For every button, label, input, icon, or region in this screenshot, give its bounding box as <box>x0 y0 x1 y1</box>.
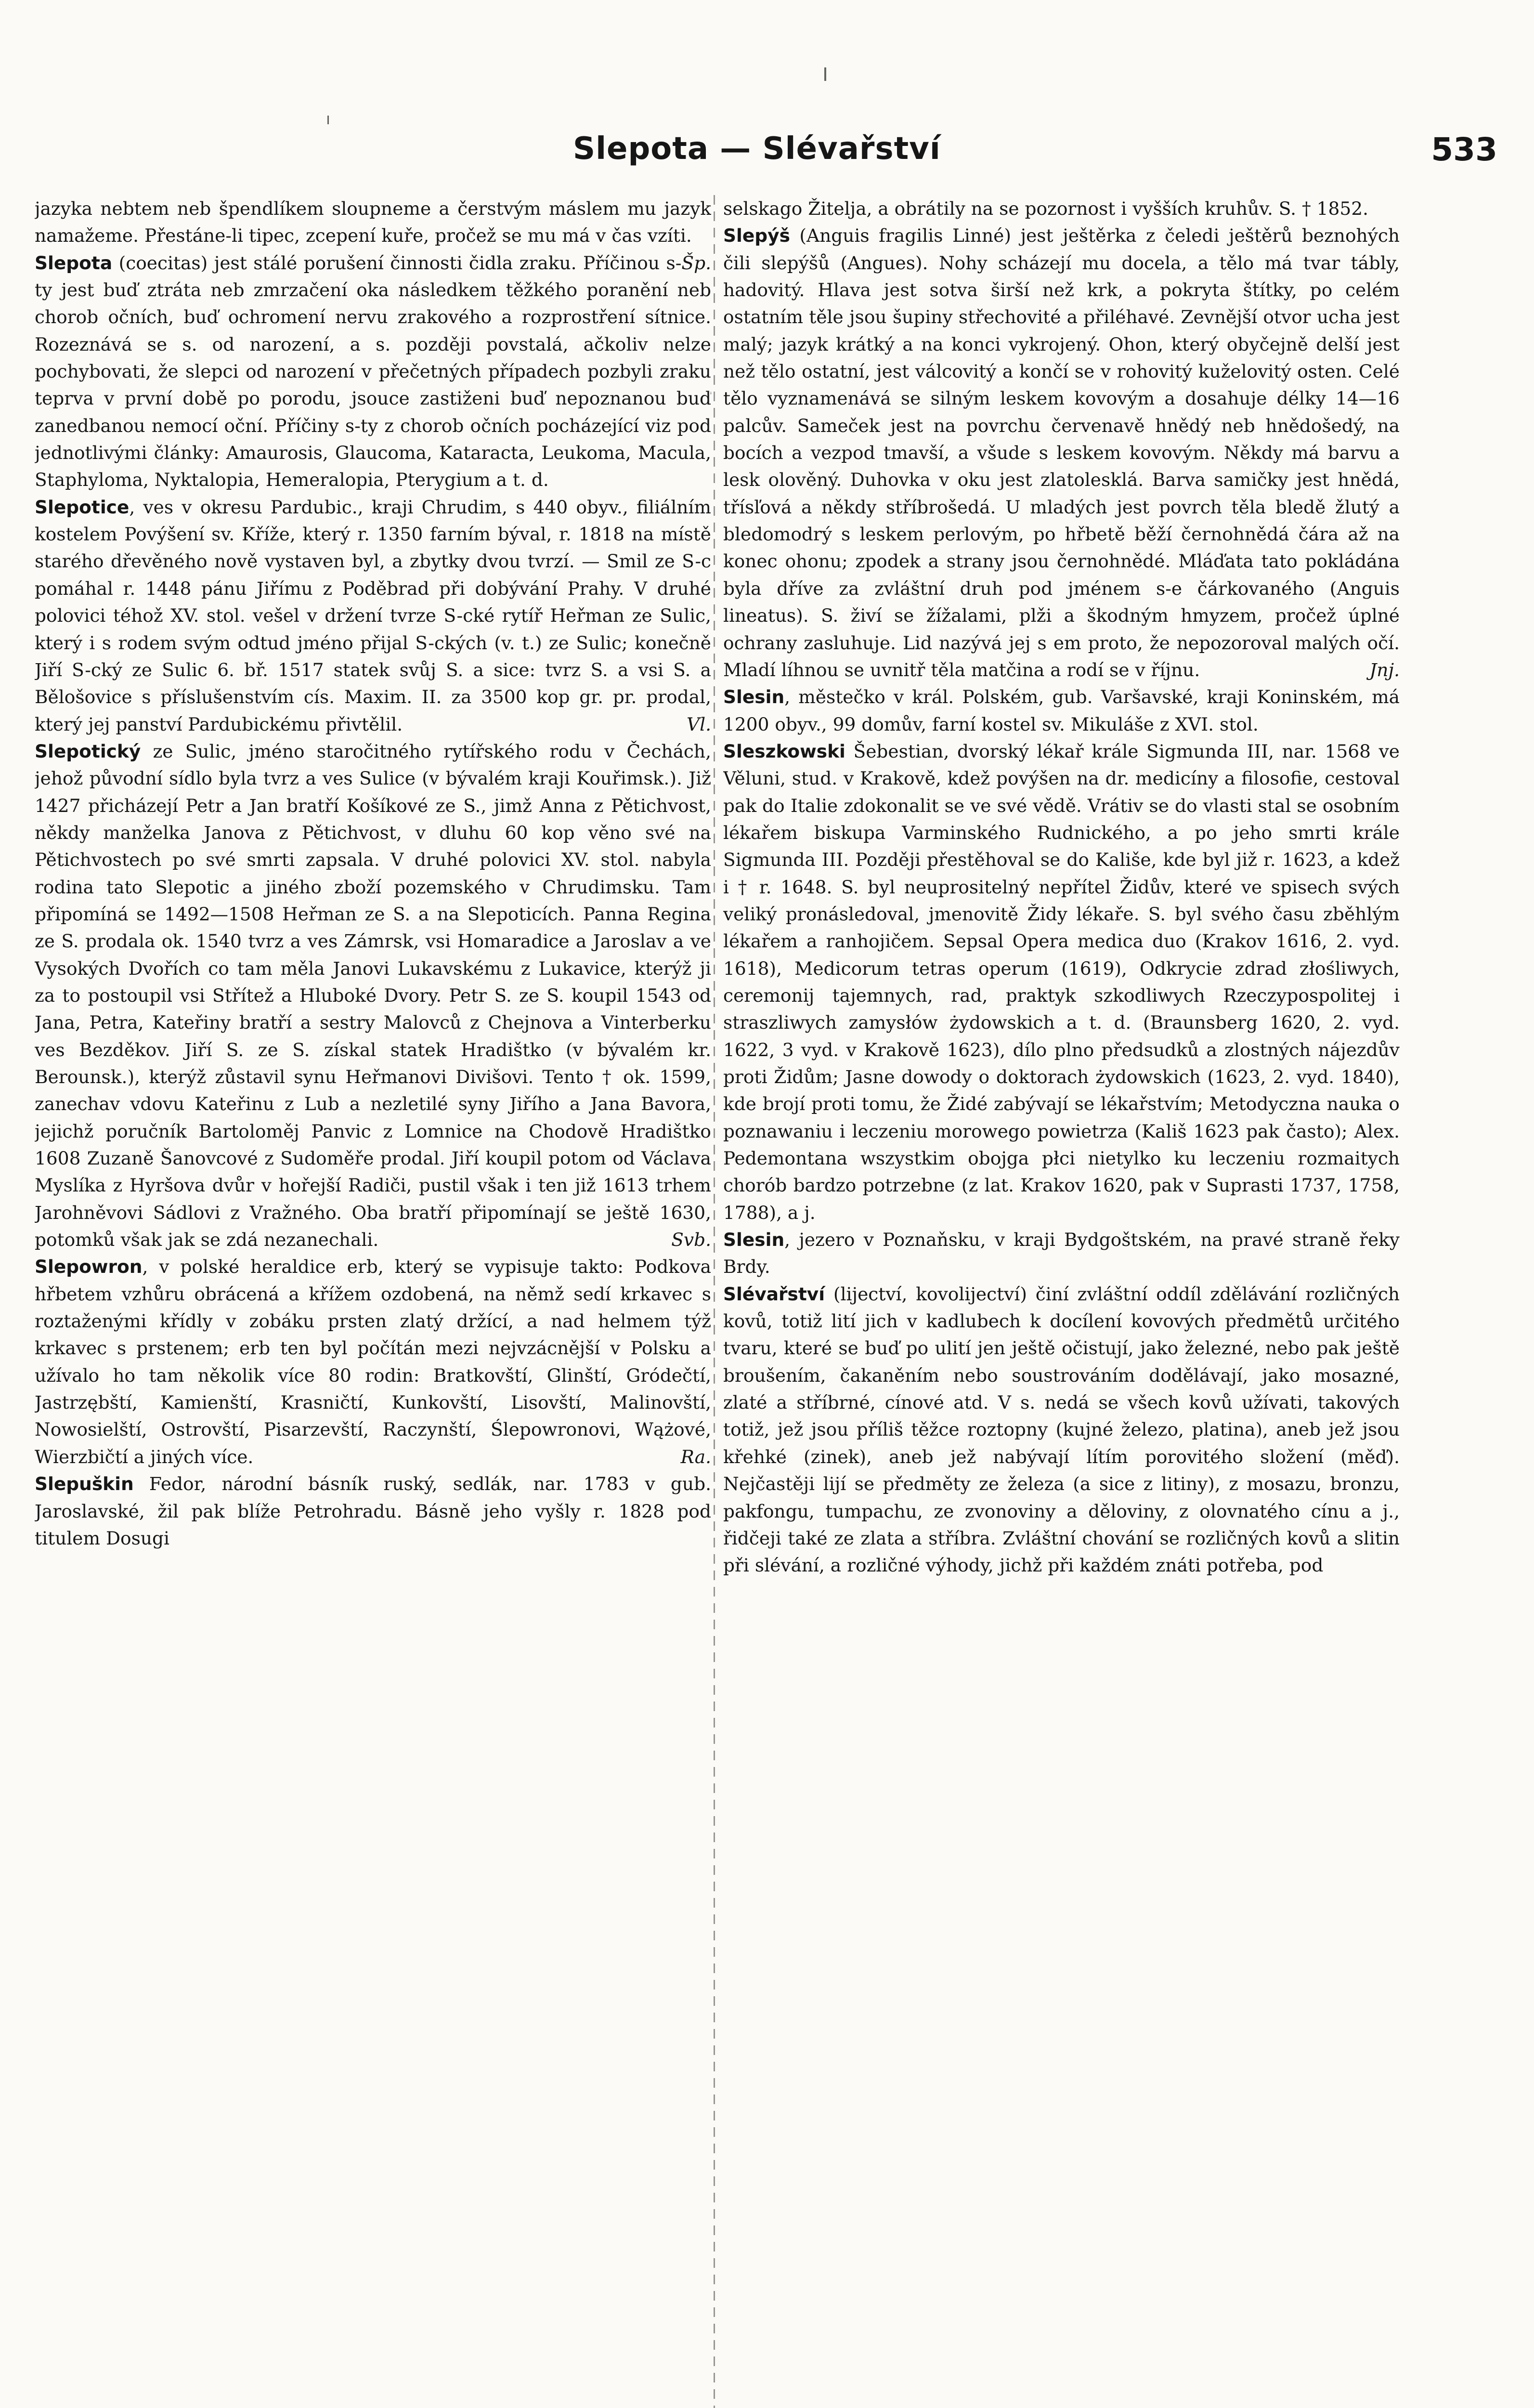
entry-text: , jezero v Poznaňsku, v kraji Bydgoštském, na pravé straně řeky Brdy. <box>723 1229 1400 1278</box>
entry-text: selskago Žitelja, a obrátily na se pozornost i vyšších kruhův. S. † 1852. <box>723 198 1369 219</box>
entry-text: (lijectví, kovolijectví) činí zvláštní oddíl zdělávání rozličných kovů, totiž lití jich v kadlubech k docílení kovových předmětů určitého tvaru, které se buď po ulití jen ještě očistují, jako železné, nebo pak ještě broušením, čakaněním nebo soustrováním dodělávají, jako mosazné, zlaté a stříbrné, cínové atd. V s. nedá se všech kovů užívati, takových totiž, jež jsou příliš těžce roztopny (kujné železo, platina), aneb jež jsou křehké (zinek), aneb jež nabývají lítím porovitého složení (měď). Nejčastěji lijí se předměty ze železa (a sice z litiny), z mosazu, bronzu, pakfongu, tumpachu, ze zvonoviny a děloviny, z olovnatého cínu a j., řidčeji také ze zlata a stříbra. Zvláštní chování se rozličných kovů a slitin při slévání, a rozličné výhody, jichž při každém znáti potřeba, pod <box>723 1283 1400 1576</box>
entry-text: Šebestian, dvorský lékař krále Sigmunda III, nar. 1568 ve Věluni, stud. v Krakově, kdež povýšen na dr. medicíny a filosofie, cestoval pak do Italie zdokonalit se ve své vědě. Vrátiv se do vlasti stal se osobním lékařem biskupa Varminského Rudnického, a po jeho smrti krále Sigmunda III. Později přestěhoval se do Kališe, kde byl již r. 1623, a kdež i † r. 1648. S. byl neuprositelný nepřítel Židův, které ve spisech svých veliký pronásledoval, jmenovitě Židy lékaře. S. byl svého času zběhlým lékařem a ranhojičem. Sepsal Opera medica duo (Krakov 1616, 2. vyd. 1618), Medicorum tetras operum (1619), Odkrycie zdrad złośliwych, ceremonij tajemnych, rad, praktyk szkodliwych Rzeczypospolitej i straszliwych zamysłów żydowskich a t. d. (Braunsberg 1620, 2. vyd. 1622, 3 vyd. v Krakově 1623), dílo plno předsudků a zlostných nájezdův proti Židům; Jasne dowody o doktorach żydowskich (1623, 2. vyd. 1840), kde brojí proti tomu, že Židé zabývají se lékařstvím; Metodyczna nauka o poznawaniu i leczeniu morowego powietrza (Kališ 1623 pak často); Alex. Pedemontana wszystkim obojga płci nietylko ku leczeniu rozmaitych chorób bardzo potrzebne (z lat. Krakov 1620, pak v Suprasti 1737, 1758, 1788), a j. <box>723 740 1400 1223</box>
author-signature: Šp. <box>681 252 711 274</box>
entry <box>35 1253 711 1470</box>
entry-headword: Slévařství <box>723 1283 825 1305</box>
entry-text: (coecitas) jest stálé porušení činnosti čidla zraku. Příčinou s-ty jest buď ztráta neb zmrzačení oka následkem těžkého poranění neb chorob očních, buď ochromení nervu zrakového a rozprostření sítnice. Rozeznává se s. od narození, a s. později povstalá, ačkoliv nelze pochybovati, že slepci od narození v přečetných případech pozbyli zraku teprva v první době po porodu, jsouce zastiženi buď nepoznanou buď zanedbanou nemocí oční. Příčiny s-ty z chorob očních pocházející viz pod jednotlivými články: Amaurosis, Glaucoma, Kataracta, Leukoma, Macula, Staphyloma, Nyktalopia, Hemeralopia, Pterygium a t. d. <box>35 252 711 491</box>
entry-text: jazyka nebtem neb špendlíkem sloupneme a čerstvým máslem mu jazyk namažeme. Přestáne-li tipec, zcepení kuře, pročež se mu má v čas vzíti. <box>35 198 711 247</box>
entry-headword: Slesin <box>723 1229 785 1251</box>
entry <box>723 222 1400 683</box>
entry-text: (Anguis fragilis Linné) jest ještěrka z čeledi ještěrů beznohých čili slepýšů (Angues). Nohy scházejí mu docela, a tělo má tvar tábly, hadovitý. Hlava jest sotva širší než krk, a pokryta štítky, po celém ostatním těle jsou šupiny střechovité a přiléhavé. Zevnější otvor ucha jest malý; jazyk krátký a na konci vykrojený. Ohon, který obyčejně delší jest než tělo ostatní, jest válcovitý a končí se v rohovitý kuželovitý osten. Celé tělo vyznamenává se silným leskem kovovým a dosahuje délky 14—16 palcův. Sameček jest na povrchu červenavě hnědý neb hnědošedý, na bocích a vezpod tmavší, a všude s leskem kovovým. Někdy má barvu a lesk olověný. Duhovka v oku jest zlatolesklá. Barva samičky jest hnědá, třísľová a někdy stříbrošedá. U mladých jest povrch těla bledě žlutý a bledomodrý s leskem perlovým, po hřbetě běží černohnědá čára až na konec ohonu; zpodek a strany jsou černohnědé. Mláďata tato pokládána byla dříve za zvláštní druh pod jménem s-e čárkovaného (Anguis lineatus). S. živí se žížalami, plži a škodným hmyzem, pročež úplné ochrany zasluhuje. Lid nazývá jej s em proto, že nepozoroval malých očí. Mladí líhnou se uvnitř těla matčina a rodí se v říjnu. <box>723 225 1400 681</box>
column-divider <box>714 195 715 2408</box>
entry-text: Fedor, národní básník ruský, sedlák, nar. 1783 v gub. Jaroslavské, žil pak blíže Petrohradu. Básně jeho vyšly r. 1828 pod titulem Dosugi <box>35 1473 711 1549</box>
entry <box>723 1281 1400 1579</box>
entry-headword: Slepýš <box>723 225 790 247</box>
entry-headword: Slepuškin <box>35 1473 134 1495</box>
entry-headword: Slesin <box>723 686 785 708</box>
scan-mark <box>824 67 826 81</box>
entry <box>35 494 711 738</box>
entry-text: , ves v okresu Pardubic., kraji Chrudim, s 440 obyv., filiálním kostelem Povýšení sv. Kříže, který r. 1350 farním býval, r. 1818 na místě starého dřevěného nově vystaven byl, a zbytky dvou tvrzí. — Smil ze S-c pomáhal r. 1448 pánu Jiřímu z Poděbrad při dobývání Prahy. V druhé polovici téhož XV. stol. vešel v držení tvrze S-cké rytíř Heřman ze Sulic, který i s rodem svým odtud jméno přijal S-ckých (v. t.) ze Sulic; konečně Jiří S-cký ze Sulic 6. bř. 1517 statek svůj S. a sice: tvrz S. a vsi S. a Bělošovice s příslušenstvím cís. Maxim. II. za 3500 kop gr. pr. prodal, který jej panství Pardubickému přivtělil. <box>35 496 711 735</box>
author-signature: Ra. <box>680 1446 711 1467</box>
running-head-title: Slepota — Slévařství <box>573 131 941 167</box>
scan-mark <box>327 116 329 124</box>
author-signature: Jnj. <box>1369 659 1400 681</box>
author-signature: Vl. <box>687 713 711 735</box>
author-signature: Svb. <box>671 1229 711 1251</box>
entry <box>723 1226 1400 1281</box>
entry <box>723 738 1400 1226</box>
entry-headword: Slepowron <box>35 1256 143 1278</box>
entry-headword: Slepota <box>35 252 113 274</box>
entry-text: , městečko v král. Polském, gub. Varšavské, kraji Koninském, má 1200 obyv., 99 domův, farní kostel sv. Mikuláše z XVI. stol. <box>723 686 1400 735</box>
entry-text: ze Sulic, jméno staročitného rytířského rodu v Čechách, jehož původní sídlo byla tvrz a ves Sulice (v bývalém kraji Kouřimsk.). Již 1427 přicházejí Petr a Jan bratří Košíkové ze S., jimž Anna z Pětichvost, někdy manželka Janova z Pětichvost, v dluhu 60 kop věno své na Pětichvostech po své smrti zapsala. V druhé polovici XV. stol. nabyla rodina tato Slepotic a jiného zboží pozemského v Chrudimsku. Tam připomíná se 1492—1508 Heřman ze S. a na Slepoticích. Panna Regina ze S. prodala ok. 1540 tvrz a ves Zámrsk, vsi Homaradice a Jaroslav a ve Vysokých Dvořích co tam měla Janovi Lukavskému z Lukavice, kterýž ji za to postoupil vsi Střítež a Hluboké Dvory. Petr S. ze S. koupil 1543 od Jana, Petra, Kateřiny bratří a sestry Malovců z Chejnova a Vinterberku ves Bezděkov. Jiří S. ze S. získal statek Hradištko (v bývalém kr. Berounsk.), kterýž zůstavil synu Heřmanovi Divišovi. Tento † ok. 1599, zanechav vdovu Kateřinu z Lub a nezletilé syny Jiřího a Jana Bavora, jejichž poručník Bartoloměj Panvic z Lomnice na Chodově Hradištko 1608 Zuzaně Šanovcové z Sudoměře prodal. Jiří koupil potom od Václava Myslíka z Hyršova dvůr v hořejší Radiči, pustil však i ten již 1613 trhem Jarohněvovi Sádlovi z Vražného. Oba bratří připomínají se ještě 1630, potomků však jak se zdá nezanechali. <box>35 740 711 1251</box>
entry <box>35 738 711 1254</box>
page-header <box>29 131 1497 184</box>
entry <box>723 195 1400 222</box>
entry-headword: Slepotický <box>35 740 141 762</box>
entry <box>35 1470 711 1552</box>
entry <box>723 683 1400 738</box>
left-column <box>35 195 711 2408</box>
right-column <box>723 195 1400 2408</box>
entry-headword: Sleszkowski <box>723 740 845 762</box>
entry-text: , v polské heraldice erb, který se vypisuje takto: Podkova hřbetem vzhůru obrácená a křížem ozdobená, na němž sedí krkavec s roztaženými křídly v zobáku prsten zlatý držící, a nad helmem týž krkavec s prstenem; erb ten byl počítán mezi nejvzácnější v Polsku a užívalo ho tam několik více 80 rodin: Bratkovští, Glinští, Gródečtí, Jastrzębští, Kamienští, Krasničtí, Kunkovští, Lisovští, Malinovští, Nowosielští, Ostrovští, Pisarzevští, Raczynští, Ślepowronovi, Wążové, Wierzbičtí a jiných více. <box>35 1256 711 1467</box>
entry-headword: Slepotice <box>35 496 130 518</box>
page-number: 533 <box>1431 131 1497 168</box>
entry <box>35 249 711 494</box>
